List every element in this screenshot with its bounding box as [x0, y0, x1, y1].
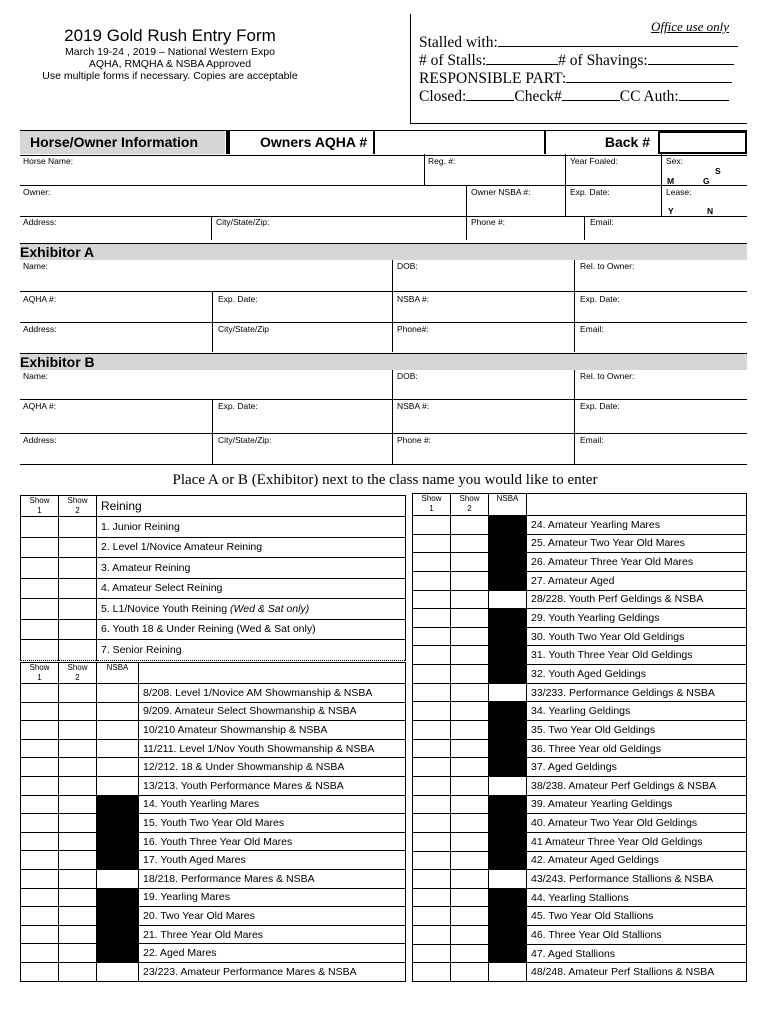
class-name: 16. Youth Three Year Old Mares [139, 832, 406, 851]
show1-entry-cell[interactable] [413, 814, 451, 833]
show1-entry-cell[interactable] [413, 795, 451, 814]
show2-entry-cell[interactable] [451, 516, 489, 535]
nsba-blocked-cell [489, 609, 527, 628]
class-name: 6. Youth 18 & Under Reining (Wed & Sat only) [97, 619, 406, 640]
show1-entry-cell[interactable] [413, 758, 451, 777]
owner-address-label: Address: [23, 217, 57, 227]
show2-entry-cell[interactable] [59, 758, 97, 777]
show1-entry-cell[interactable] [21, 888, 59, 907]
nsba-blocked-cell [489, 851, 527, 870]
owner-city-label: City/State/Zip: [216, 217, 270, 227]
show2-entry-cell[interactable] [451, 832, 489, 851]
owner-nsba-label: Owner NSBA #: [471, 187, 531, 197]
show2-entry-cell[interactable] [451, 590, 489, 609]
nsba-blocked-cell [97, 795, 139, 814]
show2-entry-cell[interactable] [59, 888, 97, 907]
nsba-blocked-cell [97, 832, 139, 851]
nsba-blocked-cell [489, 665, 527, 684]
show2-entry-cell[interactable] [451, 571, 489, 590]
nsba-blocked-cell [489, 739, 527, 758]
show1-entry-cell[interactable] [413, 590, 451, 609]
show1-entry-cell[interactable] [21, 851, 59, 870]
show1-entry-cell[interactable] [413, 888, 451, 907]
responsible-party-field[interactable] [566, 70, 732, 83]
class-name: 47. Aged Stallions [527, 944, 747, 963]
sex-option-m[interactable]: M [667, 176, 675, 186]
show1-entry-cell[interactable] [413, 534, 451, 553]
class-name: 24. Amateur Yearling Mares [527, 516, 747, 535]
show1-entry-cell[interactable] [413, 907, 451, 926]
left-classes-table [20, 662, 406, 982]
responsible-party-label: RESPONSIBLE PART: [419, 70, 567, 87]
closed-field[interactable] [466, 88, 514, 101]
show2-entry-cell[interactable] [59, 832, 97, 851]
cc-auth-label: CC Auth: [619, 88, 679, 105]
show1-entry-cell[interactable] [21, 925, 59, 944]
class-name: 34. Yearling Geldings [527, 702, 747, 721]
show1-entry-cell[interactable] [21, 578, 59, 599]
show2-entry-cell[interactable] [451, 870, 489, 889]
show2-entry-cell[interactable] [59, 795, 97, 814]
exhibitor-b-exp2-label: Exp. Date: [580, 401, 620, 411]
class-name: 38/238. Amateur Perf Geldings & NSBA [527, 776, 747, 795]
class-name: 12/212. 18 & Under Showmanship & NSBA [139, 758, 406, 777]
office-use-title: Office use only [651, 19, 729, 34]
show1-entry-cell[interactable] [413, 646, 451, 665]
show1-entry-cell[interactable] [21, 944, 59, 963]
show1-entry-cell[interactable] [21, 814, 59, 833]
nsba-blocked-cell [97, 888, 139, 907]
back-number-field[interactable] [658, 131, 747, 154]
show2-entry-cell[interactable] [451, 944, 489, 963]
class-name: 26. Amateur Three Year Old Mares [527, 553, 747, 572]
nsba-entry-cell[interactable] [97, 739, 139, 758]
nsba-blocked-cell [489, 516, 527, 535]
nsba-entry-cell[interactable] [97, 869, 139, 888]
class-name: 33/233. Performance Geldings & NSBA [527, 683, 747, 702]
form-subtitle-approval: AQHA, RMQHA & NSBA Approved [88, 58, 252, 70]
show2-entry-cell[interactable] [59, 869, 97, 888]
closed-label: Closed: [419, 88, 467, 105]
reg-label: Reg. #: [428, 156, 456, 166]
show2-entry-cell[interactable] [451, 814, 489, 833]
show1-entry-cell[interactable] [413, 944, 451, 963]
show1-entry-cell[interactable] [21, 619, 59, 640]
nsba-blocked-cell [97, 944, 139, 963]
owner-label: Owner: [23, 187, 51, 197]
nsba-blocked-cell [489, 721, 527, 740]
show2-entry-cell[interactable] [451, 534, 489, 553]
class-name: 10/210 Amateur Showmanship & NSBA [139, 721, 406, 740]
horse-owner-section-title: Horse/Owner Information [20, 131, 225, 154]
exhibitor-b-dob-label: DOB: [397, 371, 418, 381]
cc-auth-field[interactable] [679, 88, 729, 101]
left-nsba-header: NSBA [97, 663, 139, 684]
left-show1-header: Show 1 [21, 663, 59, 684]
show1-entry-cell[interactable] [21, 795, 59, 814]
show2-entry-cell[interactable] [451, 609, 489, 628]
nsba-blocked-cell [97, 907, 139, 926]
exhibitor-a-name-label: Name: [23, 261, 49, 271]
show2-entry-cell[interactable] [59, 776, 97, 795]
right-classes-table [412, 493, 747, 982]
show2-entry-cell[interactable] [59, 684, 97, 703]
nsba-blocked-cell [489, 926, 527, 945]
year-foaled-label: Year Foaled: [570, 156, 618, 166]
nsba-entry-cell[interactable] [97, 684, 139, 703]
show2-entry-cell[interactable] [59, 537, 97, 558]
nsba-blocked-cell [489, 553, 527, 572]
show2-entry-cell[interactable] [59, 814, 97, 833]
nsba-blocked-cell [97, 925, 139, 944]
class-name: 15. Youth Two Year Old Mares [139, 814, 406, 833]
nsba-blocked-cell [489, 795, 527, 814]
exhibitor-b-phone-label: Phone #: [397, 435, 432, 445]
show1-entry-cell[interactable] [413, 851, 451, 870]
class-name: 22. Aged Mares [139, 944, 406, 963]
nsba-blocked-cell [489, 944, 527, 963]
show1-entry-cell[interactable] [21, 907, 59, 926]
class-name: 31. Youth Three Year Old Geldings [527, 646, 747, 665]
right-nsba-header: NSBA [489, 494, 527, 516]
exhibitor-a-rel-label: Rel. to Owner: [580, 261, 635, 271]
show2-entry-cell[interactable] [451, 795, 489, 814]
show1-header: Show 1 [21, 496, 59, 517]
show2-entry-cell[interactable] [451, 851, 489, 870]
office-use-box [410, 14, 747, 124]
show2-entry-cell[interactable] [451, 721, 489, 740]
sex-label: Sex: [666, 156, 684, 166]
show2-entry-cell[interactable] [451, 646, 489, 665]
show1-entry-cell[interactable] [413, 702, 451, 721]
class-name: 5. L1/Novice Youth Reining (Wed & Sat only) [97, 599, 406, 620]
show1-entry-cell[interactable] [413, 516, 451, 535]
class-name: 45. Two Year Old Stallions [527, 907, 747, 926]
class-name: 11/211. Level 1/Nov Youth Showmanship & NSBA [139, 739, 406, 758]
class-name: 7. Senior Reining [97, 640, 406, 661]
class-name: 32. Youth Aged Geldings [527, 665, 747, 684]
show2-entry-cell[interactable] [451, 963, 489, 982]
show1-entry-cell[interactable] [21, 558, 59, 579]
show2-entry-cell[interactable] [59, 851, 97, 870]
nsba-blocked-cell [489, 907, 527, 926]
nsba-blocked-cell [489, 702, 527, 721]
form-subtitle-dates: March 19-24 , 2019 – National Western Expo [65, 46, 275, 58]
class-name: 17. Youth Aged Mares [139, 851, 406, 870]
exhibitor-b-city-label: City/State/Zip: [218, 435, 272, 445]
show1-entry-cell[interactable] [413, 963, 451, 982]
class-name: 29. Youth Yearling Geldings [527, 609, 747, 628]
class-name: 28/228. Youth Perf Geldings & NSBA [527, 590, 747, 609]
class-name: 2. Level 1/Novice Amateur Reining [97, 537, 406, 558]
nsba-blocked-cell [489, 832, 527, 851]
class-name: 23/223. Amateur Performance Mares & NSBA [139, 962, 406, 981]
show1-entry-cell[interactable] [21, 640, 59, 661]
show1-entry-cell[interactable] [21, 869, 59, 888]
show2-entry-cell[interactable] [451, 739, 489, 758]
show2-entry-cell[interactable] [59, 962, 97, 981]
show1-entry-cell[interactable] [21, 776, 59, 795]
show1-entry-cell[interactable] [413, 776, 451, 795]
show1-entry-cell[interactable] [21, 721, 59, 740]
show2-entry-cell[interactable] [59, 578, 97, 599]
class-name: 35. Two Year Old Geldings [527, 721, 747, 740]
owner-phone-label: Phone #: [471, 217, 506, 227]
nsba-entry-cell[interactable] [97, 776, 139, 795]
show2-entry-cell[interactable] [59, 925, 97, 944]
exhibitor-a-phone-label: Phone#: [397, 324, 429, 334]
nsba-blocked-cell [489, 534, 527, 553]
nsba-entry-cell[interactable] [489, 963, 527, 982]
owners-aqha-field[interactable] [376, 131, 544, 154]
shavings-field[interactable] [648, 52, 734, 65]
class-entry-instructions: Place A or B (Exhibitor) next to the class name you would like to enter [172, 472, 598, 488]
nsba-entry-cell[interactable] [97, 721, 139, 740]
lease-label: Lease: [666, 187, 692, 197]
show1-entry-cell[interactable] [413, 553, 451, 572]
show2-entry-cell[interactable] [59, 517, 97, 538]
lease-option-y[interactable]: Y [668, 206, 674, 216]
stalls-label: # of Stalls: [419, 52, 487, 69]
nsba-blocked-cell [489, 571, 527, 590]
show2-entry-cell[interactable] [59, 721, 97, 740]
nsba-blocked-cell [489, 646, 527, 665]
show1-entry-cell[interactable] [413, 870, 451, 889]
show1-entry-cell[interactable] [21, 832, 59, 851]
class-name: 36. Three Year old Geldings [527, 739, 747, 758]
show1-entry-cell[interactable] [413, 739, 451, 758]
form-title: 2019 Gold Rush Entry Form [64, 26, 276, 45]
show2-entry-cell[interactable] [59, 558, 97, 579]
class-name: 37. Aged Geldings [527, 758, 747, 777]
nsba-blocked-cell [97, 814, 139, 833]
horse-name-label: Horse Name: [23, 156, 74, 166]
show2-entry-cell[interactable] [59, 702, 97, 721]
class-name: 14. Youth Yearling Mares [139, 795, 406, 814]
class-name: 30. Youth Two Year Old Geldings [527, 627, 747, 646]
exhibitor-a-exp1-label: Exp. Date: [218, 294, 258, 304]
exhibitor-b-address-label: Address: [23, 435, 57, 445]
left-show2-header: Show 2 [59, 663, 97, 684]
class-name: 39. Amateur Yearling Geldings [527, 795, 747, 814]
class-name: 4. Amateur Select Reining [97, 578, 406, 599]
stalled-with-label: Stalled with: [419, 34, 498, 51]
show1-entry-cell[interactable] [21, 702, 59, 721]
show1-entry-cell[interactable] [21, 517, 59, 538]
check-field[interactable] [562, 88, 620, 101]
exhibitor-a-city-label: City/State/Zip [218, 324, 270, 334]
exhibitor-a-aqha-label: AQHA #: [23, 294, 57, 304]
class-name: 3. Amateur Reining [97, 558, 406, 579]
class-name: 19. Yearling Mares [139, 888, 406, 907]
owners-aqha-label: Owners AQHA # [260, 134, 368, 150]
class-name: 25. Amateur Two Year Old Mares [527, 534, 747, 553]
form-subtitle-copies: Use multiple forms if necessary. Copies are acceptable [42, 70, 298, 82]
exhibitor-b-name-label: Name: [23, 371, 49, 381]
class-name: 20. Two Year Old Mares [139, 907, 406, 926]
show2-entry-cell[interactable] [59, 619, 97, 640]
class-name: 46. Three Year Old Stallions [527, 926, 747, 945]
show1-entry-cell[interactable] [21, 537, 59, 558]
exhibitor-b-aqha-label: AQHA #: [23, 401, 57, 411]
show1-entry-cell[interactable] [413, 571, 451, 590]
nsba-blocked-cell [489, 888, 527, 907]
exhibitor-a-exp2-label: Exp. Date: [580, 294, 620, 304]
show1-entry-cell[interactable] [413, 683, 451, 702]
show1-entry-cell[interactable] [21, 739, 59, 758]
class-name: 48/248. Amateur Perf Stallions & NSBA [527, 963, 747, 982]
exhibitor-a-dob-label: DOB: [397, 261, 418, 271]
show2-entry-cell[interactable] [451, 627, 489, 646]
class-name: 43/243. Performance Stallions & NSBA [527, 870, 747, 889]
exhibitor-b-nsba-label: NSBA #: [397, 401, 430, 411]
reining-header: Reining [97, 496, 406, 517]
class-name: 44. Yearling Stallions [527, 888, 747, 907]
show2-entry-cell[interactable] [59, 944, 97, 963]
class-name: 40. Amateur Two Year Old Geldings [527, 814, 747, 833]
class-name: 18/218. Performance Mares & NSBA [139, 869, 406, 888]
nsba-entry-cell[interactable] [489, 870, 527, 889]
show1-entry-cell[interactable] [413, 926, 451, 945]
sex-option-g[interactable]: G [703, 176, 710, 186]
exhibitor-a-email-label: Email: [580, 324, 604, 334]
show1-entry-cell[interactable] [21, 962, 59, 981]
show2-entry-cell[interactable] [451, 758, 489, 777]
exhibitor-b-exp1-label: Exp. Date: [218, 401, 258, 411]
nsba-entry-cell[interactable] [489, 683, 527, 702]
show1-entry-cell[interactable] [413, 721, 451, 740]
exhibitor-b-email-label: Email: [580, 435, 604, 445]
stalls-field[interactable] [486, 52, 558, 65]
show1-entry-cell[interactable] [21, 758, 59, 777]
back-number-label: Back # [604, 134, 650, 150]
exhibitor-a-address-label: Address: [23, 324, 57, 334]
nsba-entry-cell[interactable] [97, 702, 139, 721]
exhibitor-b-rel-label: Rel. to Owner: [580, 371, 635, 381]
show1-entry-cell[interactable] [413, 627, 451, 646]
show2-entry-cell[interactable] [451, 776, 489, 795]
class-name: 41 Amateur Three Year Old Geldings [527, 832, 747, 851]
nsba-blocked-cell [489, 758, 527, 777]
right-show1-header: Show 1 [413, 494, 451, 516]
show1-entry-cell[interactable] [413, 609, 451, 628]
nsba-blocked-cell [489, 627, 527, 646]
nsba-entry-cell[interactable] [489, 776, 527, 795]
class-name: 8/208. Level 1/Novice AM Showmanship & NSBA [139, 684, 406, 703]
show1-entry-cell[interactable] [413, 832, 451, 851]
nsba-entry-cell[interactable] [97, 962, 139, 981]
right-show2-header: Show 2 [451, 494, 489, 516]
sex-option-s[interactable]: S [715, 166, 721, 176]
show1-entry-cell[interactable] [21, 599, 59, 620]
show2-entry-cell[interactable] [59, 640, 97, 661]
horse-owner-header [20, 130, 747, 156]
show2-entry-cell[interactable] [59, 907, 97, 926]
exhibitor-b-title: Exhibitor B [20, 353, 747, 370]
check-label: Check# [514, 88, 562, 105]
show2-entry-cell[interactable] [451, 926, 489, 945]
class-name: 13/213. Youth Performance Mares & NSBA [139, 776, 406, 795]
show2-entry-cell[interactable] [59, 739, 97, 758]
show2-entry-cell[interactable] [451, 665, 489, 684]
show1-entry-cell[interactable] [21, 684, 59, 703]
owner-email-label: Email: [590, 217, 614, 227]
class-name: 27. Amateur Aged [527, 571, 747, 590]
show2-entry-cell[interactable] [451, 888, 489, 907]
nsba-entry-cell[interactable] [97, 758, 139, 777]
show2-entry-cell[interactable] [451, 702, 489, 721]
exhibitor-a-nsba-label: NSBA #: [397, 294, 430, 304]
show2-header: Show 2 [59, 496, 97, 517]
show2-entry-cell[interactable] [59, 599, 97, 620]
reining-classes-table [20, 495, 406, 661]
class-name: 21. Three Year Old Mares [139, 925, 406, 944]
class-name: 1. Junior Reining [97, 517, 406, 538]
show2-entry-cell[interactable] [451, 907, 489, 926]
exhibitor-a-title: Exhibitor A [20, 243, 747, 260]
stalled-with-field[interactable] [498, 34, 738, 47]
show2-entry-cell[interactable] [451, 553, 489, 572]
nsba-blocked-cell [489, 814, 527, 833]
show1-entry-cell[interactable] [413, 665, 451, 684]
shavings-label: # of Shavings: [558, 52, 648, 69]
nsba-entry-cell[interactable] [489, 590, 527, 609]
owner-exp-date-label: Exp. Date: [570, 187, 610, 197]
lease-option-n[interactable]: N [707, 206, 714, 216]
class-name: 42. Amateur Aged Geldings [527, 851, 747, 870]
show2-entry-cell[interactable] [451, 683, 489, 702]
class-name: 9/209. Amateur Select Showmanship & NSBA [139, 702, 406, 721]
nsba-blocked-cell [97, 851, 139, 870]
